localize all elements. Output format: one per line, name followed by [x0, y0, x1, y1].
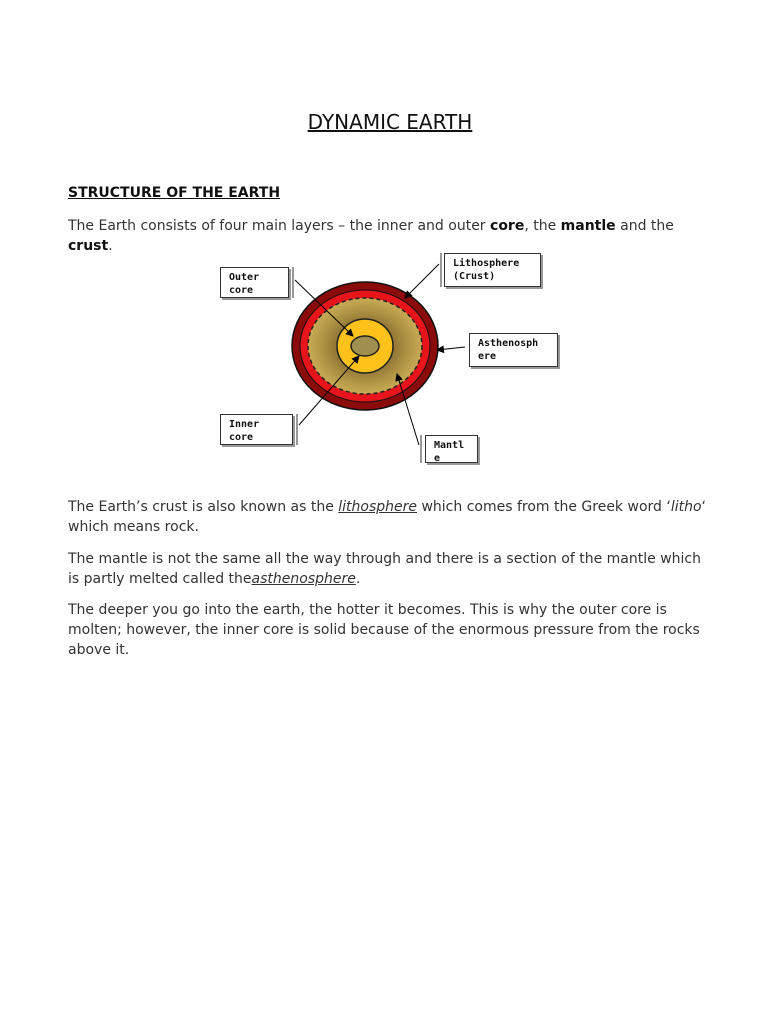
label-outer-core: Outer core	[220, 267, 289, 298]
term-core: core	[490, 218, 525, 234]
arrow-asthenosphere	[437, 347, 465, 350]
page-title: DYNAMIC EARTH	[307, 110, 473, 134]
core-temperature-paragraph: The deeper you go into the earth, the hotter it becomes. This is why the outer core is molten; however, the inner core is solid because of the enormous pressure from the rocks above it.	[68, 602, 700, 658]
intro-text: , the	[524, 218, 561, 234]
paragraph-text: .	[355, 571, 361, 587]
label-inner-core: Inner core	[220, 414, 293, 445]
paragraph-text: The mantle is not the same all the way through and there is a section of the mantle which is partly melted called the	[68, 551, 701, 587]
intro-text: .	[108, 238, 113, 254]
term-asthenosphere: asthenosphere	[251, 571, 356, 587]
term-mantle: mantle	[560, 218, 616, 234]
intro-text: The Earth consists of four main layers – the inner and outer	[68, 218, 491, 234]
arrow-lithosphere	[405, 264, 439, 298]
earth-structure-diagram	[215, 250, 565, 470]
inner-core-layer	[351, 336, 379, 356]
paragraph-text: ‘ which means rock.	[68, 499, 706, 535]
mantle-paragraph	[68, 549, 708, 589]
label-mantle: Mantl e	[425, 435, 478, 463]
term-litho: litho	[670, 499, 702, 515]
term-lithosphere: lithosphere	[338, 499, 418, 515]
section-heading: STRUCTURE OF THE EARTH	[68, 185, 281, 201]
lithosphere-paragraph	[68, 497, 708, 537]
term-crust: crust	[68, 238, 109, 254]
paragraph-text: The Earth’s crust is also known as the	[68, 499, 339, 515]
intro-text: and the	[615, 218, 674, 234]
paragraph-text: which comes from the Greek word ‘	[417, 499, 671, 515]
label-lithosphere: Lithosphere (Crust)	[444, 253, 541, 287]
label-asthenosphere: Asthenosph ere	[469, 333, 558, 367]
